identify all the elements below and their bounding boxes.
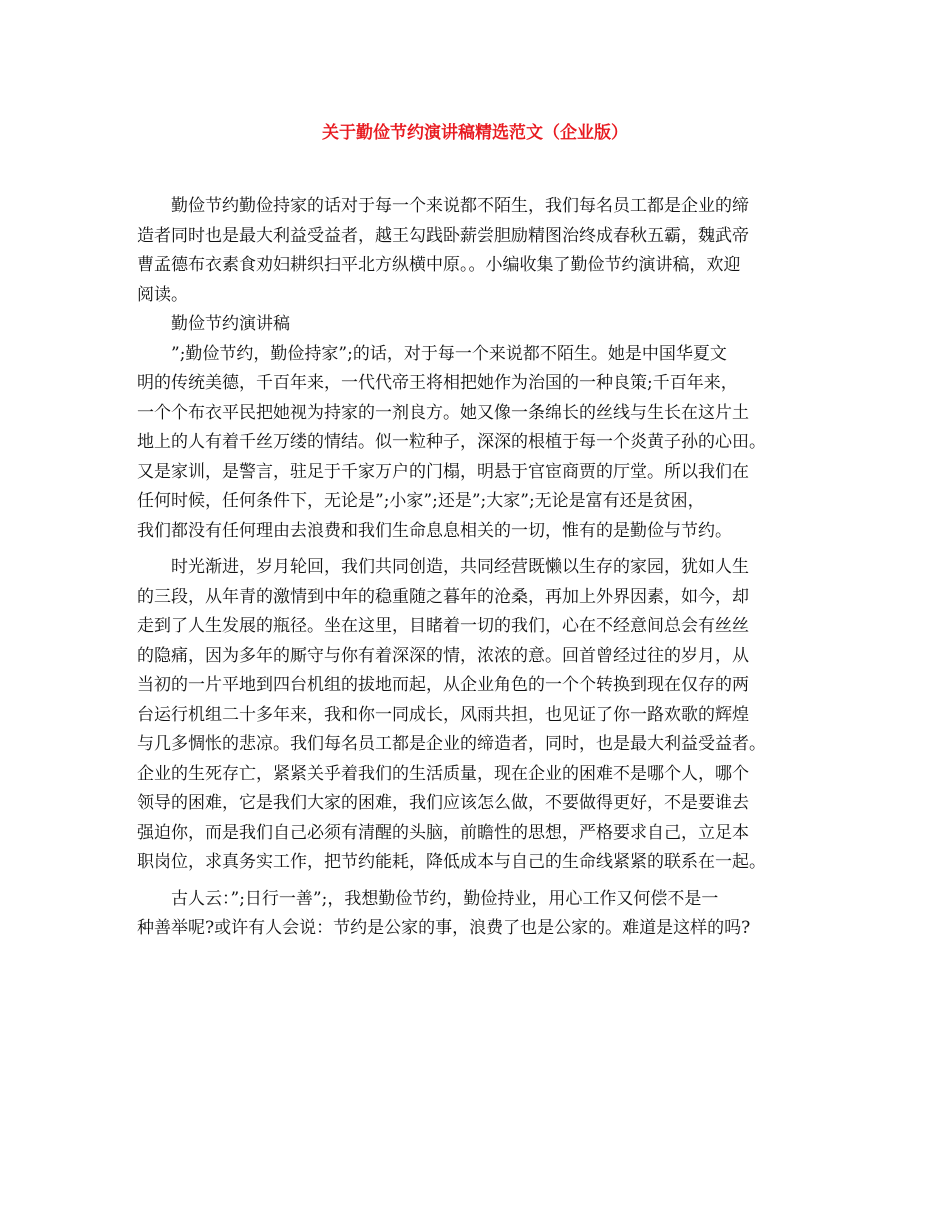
paragraph-line: 任何时候，任何条件下，无论是”;小家”;还是”;大家”;无论是富有还是贫困，	[137, 491, 705, 511]
paragraph-line: 阅读。	[137, 284, 188, 305]
paragraph-line: ”;勤俭节约，勤俭持家”;的话，对于每一个来说都不陌生。她是中国华夏文	[171, 343, 727, 364]
paragraph-line: 当初的一片平地到四台机组的拔地而起，从企业角色的一个个转换到现在仅存的两	[137, 675, 749, 695]
paragraph-line: 企业的生死存亡，紧紧关乎着我们的生活质量，现在企业的困难不是哪个人，哪个	[137, 763, 749, 784]
document-title: 关于勤俭节约演讲稿精选范文（企业版）	[322, 123, 628, 143]
paragraph-line: 一个个布衣平民把她视为持家的一剂良方。她又像一条绵长的丝线与生长在这片土	[137, 402, 749, 423]
paragraph-line: 的三段，从年青的激情到中年的稳重随之暮年的沧桑，再加上外界因素，如今，却	[137, 586, 749, 607]
paragraph-virtue	[137, 340, 817, 547]
paragraph-line: 领导的困难，它是我们大家的困难，我们应该怎么做，不要做得更好，不是要谁去	[137, 793, 749, 813]
paragraph-line: 又是家训，是警言，驻足于千家万户的门榻，明悬于官宦商贾的厅堂。所以我们在	[137, 461, 749, 482]
paragraph-line: 与几多惆怅的悲凉。我们每名员工都是企业的缔造者，同时，也是最大利益受益者。	[137, 734, 766, 754]
paragraph-line: 曹孟德布衣素食劝妇耕织扫平北方纵横中原。。小编收集了勤俭节约演讲稿，欢迎	[137, 255, 741, 275]
paragraph-line: 地上的人有着千丝万缕的情结。似一粒种子，深深的根植于每一个炎黄子孙的心田。	[137, 432, 766, 452]
section-heading	[137, 310, 817, 340]
paragraph-line: 走到了人生发展的瓶径。坐在这里，目睹着一切的我们，心在不经意间总会有丝丝	[137, 616, 749, 636]
paragraph-line: 明的传统美德，千百年来，一代代帝王将相把她作为治国的一种良策;千百年来，	[137, 373, 738, 393]
paragraph-line: 造者同时也是最大利益受益者，越王勾践卧薪尝胆励精图治终成春秋五霸，魏武帝	[137, 225, 749, 246]
paragraph-intro	[137, 192, 817, 310]
paragraph-time	[137, 553, 817, 878]
paragraph-line: 台运行机组二十多年来，我和你一同成长，风雨共担，也见证了你一路欢歌的辉煌	[137, 704, 749, 725]
paragraph-line: 我们都没有任何理由去浪费和我们生命息息相关的一切，惟有的是勤俭与节约。	[137, 520, 732, 541]
paragraph-ancients	[137, 885, 817, 944]
section-heading-text: 勤俭节约演讲稿	[171, 314, 290, 334]
document-body	[137, 192, 817, 944]
paragraph-line: 职岗位，求真务实工作，把节约能耗，降低成本与自己的生命线紧紧的联系在一起。	[137, 852, 766, 872]
paragraph-line: 种善举呢?或许有人会说：节约是公家的事，浪费了也是公家的。难道是这样的吗?	[137, 918, 751, 938]
paragraph-line: 勤俭节约勤俭持家的话对于每一个来说都不陌生，我们每名员工都是企业的缔	[171, 196, 749, 216]
paragraph-line: 强迫你，而是我们自己必须有清醒的头脑，前瞻性的思想，严格要求自己，立足本	[137, 822, 749, 843]
paragraph-line: 古人云：”;日行一善”;，我想勤俭节约，勤俭持业，用心工作又何偿不是一	[171, 888, 719, 909]
paragraph-line: 时光渐进，岁月轮回，我们共同创造，共同经营既懒以生存的家园，犹如人生	[171, 557, 749, 577]
paragraph-line: 的隐痛，因为多年的厮守与你有着深深的情，浓浓的意。回首曾经过往的岁月，从	[137, 645, 749, 666]
